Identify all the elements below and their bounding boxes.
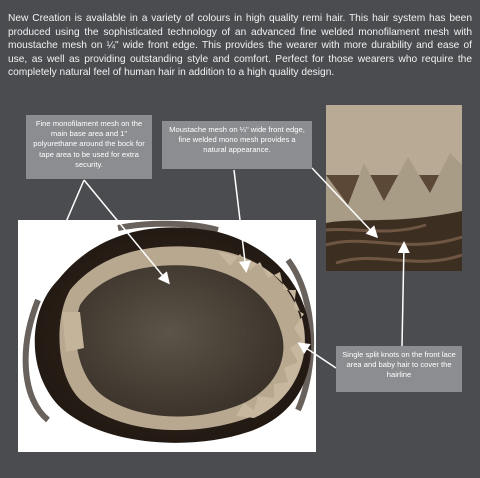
callout-base-mesh: Fine monofilament mesh on the main base area and 1" polyurethane around the bock for tape area to be used for extra security.: [26, 115, 152, 179]
intro-paragraph: New Creation is available in a variety of colours in high quality remi hair. This hair system has been produced using the sophisticated technology of an advanced fine welded monofilament mesh with moustache mesh on ¼" wide front edge. This provides the wearer with more durability and ease of use, as well as providing outstanding style and comfort. Perfect for those wearers who require the completely natural feel of human hair in addition to a high quality design.: [8, 13, 472, 79]
callout-split-knots: Single split knots on the front lace area and baby hair to cover the hairline: [336, 346, 462, 392]
callout-moustache-mesh: Moustache mesh on ¼" wide front edge, fine welded mono mesh provides a natural appearance.: [162, 121, 312, 169]
